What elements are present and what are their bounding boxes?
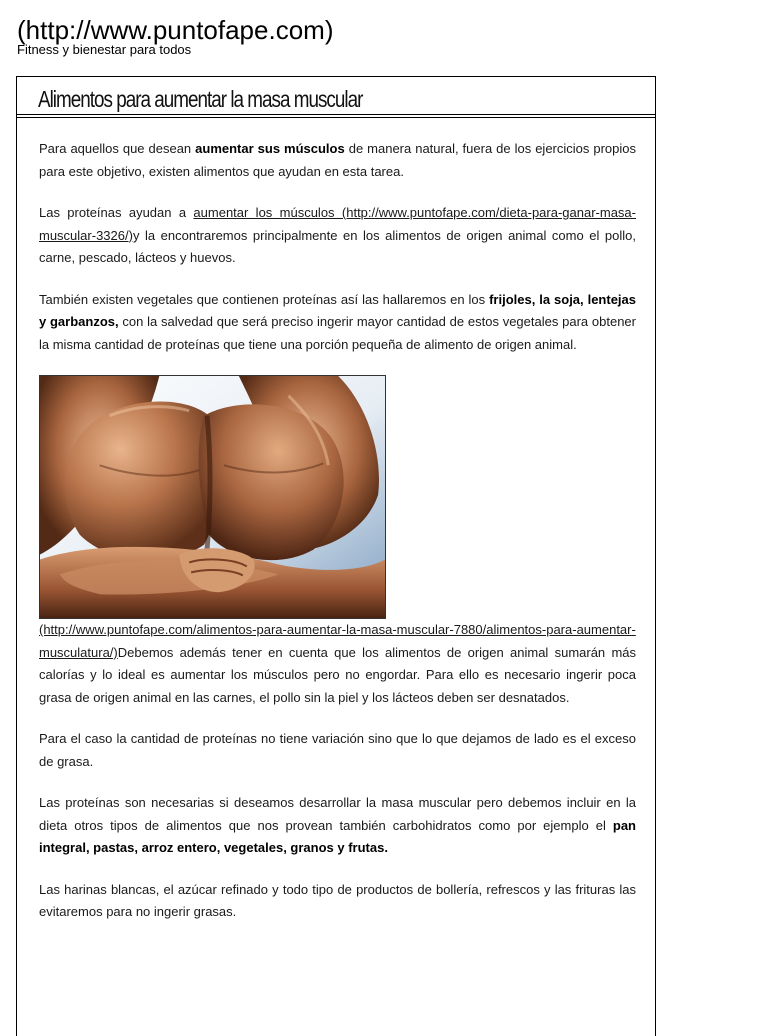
paragraph-5-text: Para el caso la cantidad de proteínas no tiene variación sino que lo que dejamos de lado es el exceso de grasa. bbox=[39, 731, 636, 769]
muscle-photo-illustration bbox=[40, 376, 385, 618]
muscle-photo bbox=[39, 375, 386, 619]
paragraph-4-text: Debemos además tener en cuenta que los alimentos de origen animal sumarán más calorías y lo ideal es aumentar los músculos pero no engordar. Para ello es necesario ingerir poca grasa de origen animal en las carnes, el pollo sin la piel y los lácteos deben ser desnatados. bbox=[39, 644, 636, 705]
paragraph-6-text: Las proteínas son necesarias si deseamos desarrollar la masa muscular pero debemos incluir en la dieta otros tipos de alimentos que nos provean también carbohidratos como por ejemplo el bbox=[39, 795, 636, 833]
paragraph-1-bold: aumentar sus músculos bbox=[195, 141, 345, 156]
title-box bbox=[17, 77, 655, 115]
paragraph-5 bbox=[39, 728, 636, 773]
paragraph-7-text: Las harinas blancas, el azúcar refinado y todo tipo de productos de bollería, refrescos y las frituras las evitaremos para no ingerir grasas. bbox=[39, 881, 636, 919]
paragraph-2-text-a: Las proteínas ayudan a bbox=[39, 205, 194, 220]
paragraph-1-text-a: Para aquellos que desean bbox=[39, 141, 196, 156]
image-source-link[interactable]: (http://www.puntofape.com/alimentos-para-aumentar-la-masa-muscular-7880/alimentos-para-aumentar-musculatura/) bbox=[39, 622, 636, 660]
article-title: Alimentos para aumentar la masa muscular bbox=[38, 86, 363, 112]
paragraph-6-bold: pan integral, pastas, arroz entero, vegetales, granos y frutas. bbox=[39, 817, 636, 855]
paragraph-4 bbox=[39, 619, 636, 709]
aumentar-musculos-link[interactable]: aumentar los músculos (http://www.puntofape.com/dieta-para-ganar-masa-muscular-3326/) bbox=[39, 205, 636, 243]
paragraph-3-bold: frijoles, la soja, lentejas y garbanzos, bbox=[39, 291, 636, 329]
paragraph-6 bbox=[39, 792, 636, 860]
article-body bbox=[39, 138, 636, 943]
title-divider bbox=[17, 117, 655, 118]
site-tagline: Fitness y bienestar para todos bbox=[17, 42, 192, 57]
article-container bbox=[16, 76, 656, 1036]
paragraph-7 bbox=[39, 879, 636, 924]
paragraph-2-text-b: y la encontraremos principalmente en los alimentos de origen animal como el pollo, carne, pescado, lácteos y huevos. bbox=[39, 227, 636, 265]
site-url-heading[interactable]: (http://www.puntofape.com) bbox=[17, 15, 334, 45]
paragraph-3 bbox=[39, 289, 636, 357]
paragraph-2 bbox=[39, 202, 636, 270]
paragraph-3-text-a: También existen vegetales que contienen proteínas así las hallaremos en los bbox=[39, 291, 490, 307]
paragraph-1-text-b: de manera natural, fuera de los ejercicios propios para este objetivo, existen alimentos que ayudan en esta tarea. bbox=[39, 141, 637, 179]
paragraph-1 bbox=[39, 138, 636, 183]
paragraph-3-text-b: con la salvedad que será preciso ingerir mayor cantidad de estos vegetales para obtener la misma cantidad de proteínas que tiene una porción pequeña de alimento de origen animal. bbox=[39, 314, 636, 352]
